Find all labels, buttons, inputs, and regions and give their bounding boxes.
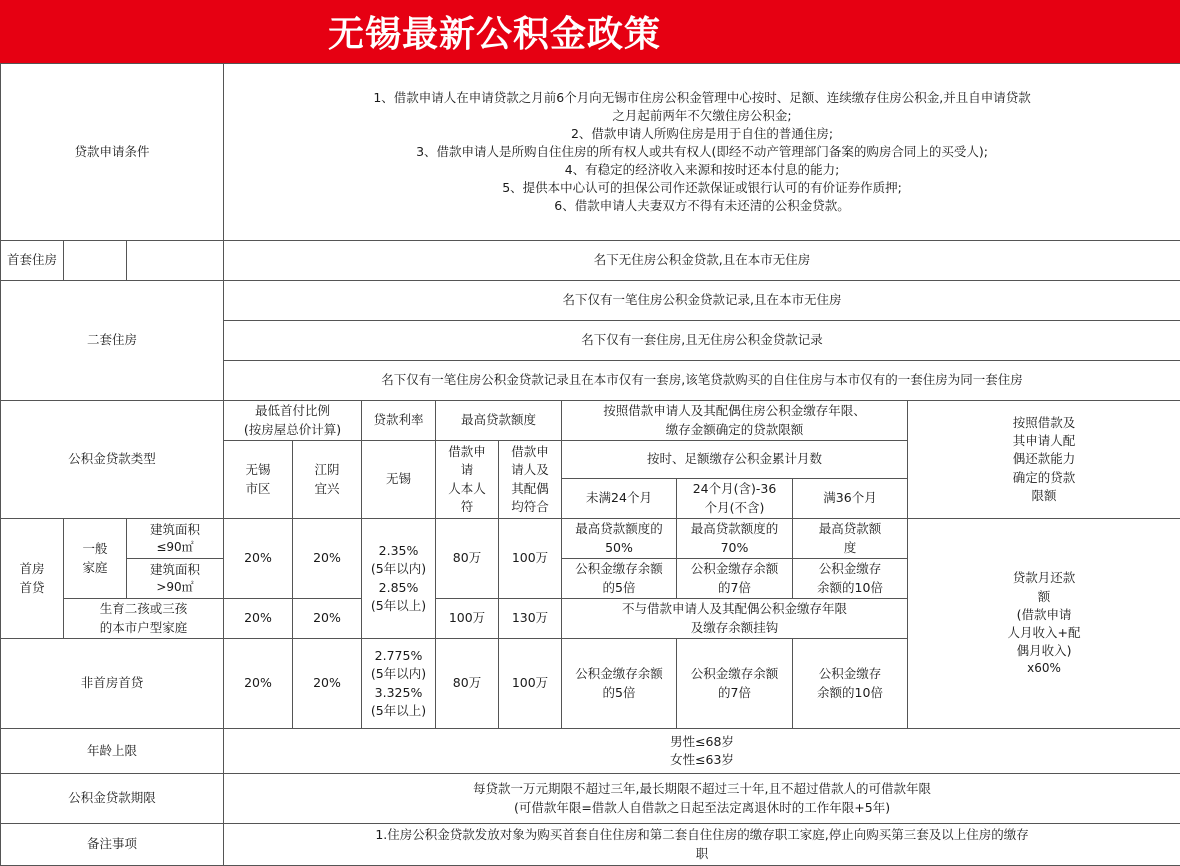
loan-type-label: 公积金贷款类型 bbox=[1, 401, 224, 519]
remarks-text: 1.住房公积金贷款发放对象为购买首套自住住房和第二套自住住房的缴存职工家庭,停止向购买第三套及以上住房的缴存 职 bbox=[224, 824, 1180, 866]
first-loan-rate: 2.35% (5年以内) 2.85% (5年以上) bbox=[362, 519, 436, 639]
second-child-note: 不与借款申请人及其配偶公积金缴存年限 及缴存余额挂钩 bbox=[562, 599, 908, 639]
conditions-text bbox=[224, 64, 1180, 241]
first-loan-row bbox=[1, 519, 1180, 559]
amount-borrower-only: 80万 bbox=[436, 519, 499, 599]
second-home-item: 名下仅有一笔住房公积金贷款记录且在本市仅有一套房,该笔贷款购买的自住住房与本市仅有的一套住房为同一套住房 bbox=[224, 361, 1180, 401]
non-first-rate: 2.775% (5年以内) 3.325% (5年以上) bbox=[362, 639, 436, 729]
condition-item: 1、借款申请人在申请贷款之月前6个月向无锡市住房公积金管理中心按时、足额、连续缴存住房公积金,并且自申请贷款 bbox=[373, 89, 1031, 105]
remarks-label: 备注事项 bbox=[1, 824, 224, 866]
limit-full36: 最高贷款额 度 bbox=[793, 519, 908, 559]
condition-item: 6、借款申请人夫妻双方不得有未还清的公积金贷款。 bbox=[554, 198, 850, 214]
jiangyin-yixing-header: 江阴 宜兴 bbox=[293, 441, 362, 519]
loan-term-row bbox=[1, 774, 1180, 824]
deposit-limit-header: 按照借款申请人及其配偶住房公积金缴存年限、 缴存金额确定的贷款限额 bbox=[562, 401, 908, 441]
rate-header: 贷款利率 bbox=[362, 401, 436, 441]
m24-36-header: 24个月(含)-36 个月(不含) bbox=[677, 479, 793, 519]
policy-table bbox=[0, 63, 1180, 866]
first-home-label: 首套住房 bbox=[1, 241, 64, 281]
down-payment-jiangyin: 20% bbox=[293, 519, 362, 599]
condition-item: 3、借款申请人是所购自住住房的所有权人或共有权人(即经不动产管理部门备案的购房合同上的买受人); bbox=[416, 143, 988, 159]
borrower-spouse-header: 借款申 请人及 其配偶 均符合 bbox=[499, 441, 562, 519]
condition-item: 4、有稳定的经济收入来源和按时还本付息的能力; bbox=[564, 162, 840, 178]
amount-borrower-spouse: 100万 bbox=[499, 519, 562, 599]
amount-borrower-only: 80万 bbox=[436, 639, 499, 729]
full36-header: 满36个月 bbox=[793, 479, 908, 519]
area-large-label: 建筑面积 >90㎡ bbox=[127, 559, 224, 599]
first-loan-label: 首房 首贷 bbox=[1, 519, 64, 639]
non-first-label: 非首房首贷 bbox=[1, 639, 224, 729]
conditions-row bbox=[1, 64, 1180, 241]
second-home-item: 名下仅有一套住房,且无住房公积金贷款记录 bbox=[224, 321, 1180, 361]
condition-item: 5、提供本中心认可的担保公司作还款保证或银行认可的有价证券作质押; bbox=[502, 180, 902, 196]
limit-under24: 最高贷款额度的 50% bbox=[562, 519, 677, 559]
condition-item: 之月起前两年不欠缴住房公积金; bbox=[612, 107, 792, 123]
limit-under24: 公积金缴存余额 的5倍 bbox=[562, 639, 677, 729]
page-title: 无锡最新公积金政策 bbox=[328, 14, 662, 55]
down-payment-jiangyin: 20% bbox=[293, 639, 362, 729]
empty-cell bbox=[127, 241, 224, 281]
repay-limit-header: 按照借款及 其申请人配 偶还款能力 确定的贷款 限额 bbox=[908, 401, 1180, 519]
second-home-label: 二套住房 bbox=[1, 281, 224, 401]
second-child-label: 生育二孩或三孩 的本市户型家庭 bbox=[64, 599, 224, 639]
second-home-row bbox=[1, 281, 1180, 321]
loan-header-row bbox=[1, 401, 1180, 441]
area-small-label: 建筑面积 ≤90㎡ bbox=[127, 519, 224, 559]
age-limit-label: 年龄上限 bbox=[1, 729, 224, 774]
age-limit-text: 男性≤68岁 女性≤63岁 bbox=[224, 729, 1180, 774]
repay-formula: 贷款月还款 额 (借款申请 人月收入+配 偶月收入) x60% bbox=[908, 519, 1180, 729]
loan-term-label: 公积金贷款期限 bbox=[1, 774, 224, 824]
under24-header: 未满24个月 bbox=[562, 479, 677, 519]
amount-borrower-spouse: 100万 bbox=[499, 639, 562, 729]
rate-wuxi-header: 无锡 bbox=[362, 441, 436, 519]
limit-24-36: 最高贷款额度的 70% bbox=[677, 519, 793, 559]
amount-borrower-only: 100万 bbox=[436, 599, 499, 639]
loan-term-text: 每贷款一万元期限不超过三年,最长期限不超过三十年,且不超过借款人的可借款年限 (可借款年限=借款人自借款之日起至法定离退休时的工作年限+5年) bbox=[224, 774, 1180, 824]
limit-full36: 公积金缴存 余额的10倍 bbox=[793, 559, 908, 599]
conditions-label: 贷款申请条件 bbox=[1, 64, 224, 241]
first-home-row bbox=[1, 241, 1180, 281]
limit-full36: 公积金缴存 余额的10倍 bbox=[793, 639, 908, 729]
down-payment-header: 最低首付比例 (按房屋总价计算) bbox=[224, 401, 362, 441]
empty-cell bbox=[64, 241, 127, 281]
second-home-item: 名下仅有一笔住房公积金贷款记录,且在本市无住房 bbox=[224, 281, 1180, 321]
wuxi-city-header: 无锡 市区 bbox=[224, 441, 293, 519]
down-payment-wuxi: 20% bbox=[224, 599, 293, 639]
first-home-text: 名下无住房公积金贷款,且在本市无住房 bbox=[224, 241, 1180, 281]
age-limit-row bbox=[1, 729, 1180, 774]
amount-borrower-spouse: 130万 bbox=[499, 599, 562, 639]
general-family-label: 一般 家庭 bbox=[64, 519, 127, 599]
condition-item: 2、借款申请人所购住房是用于自住的普通住房; bbox=[570, 125, 834, 141]
limit-24-36: 公积金缴存余额 的7倍 bbox=[677, 559, 793, 599]
remarks-row bbox=[1, 824, 1180, 866]
max-amount-header: 最高贷款额度 bbox=[436, 401, 562, 441]
page-header bbox=[0, 0, 1180, 63]
limit-under24: 公积金缴存余额 的5倍 bbox=[562, 559, 677, 599]
limit-24-36: 公积金缴存余额 的7倍 bbox=[677, 639, 793, 729]
down-payment-wuxi: 20% bbox=[224, 639, 293, 729]
down-payment-wuxi: 20% bbox=[224, 519, 293, 599]
down-payment-jiangyin: 20% bbox=[293, 599, 362, 639]
months-header: 按时、足额缴存公积金累计月数 bbox=[562, 441, 908, 479]
borrower-only-header: 借款申 请 人本人 符 bbox=[436, 441, 499, 519]
